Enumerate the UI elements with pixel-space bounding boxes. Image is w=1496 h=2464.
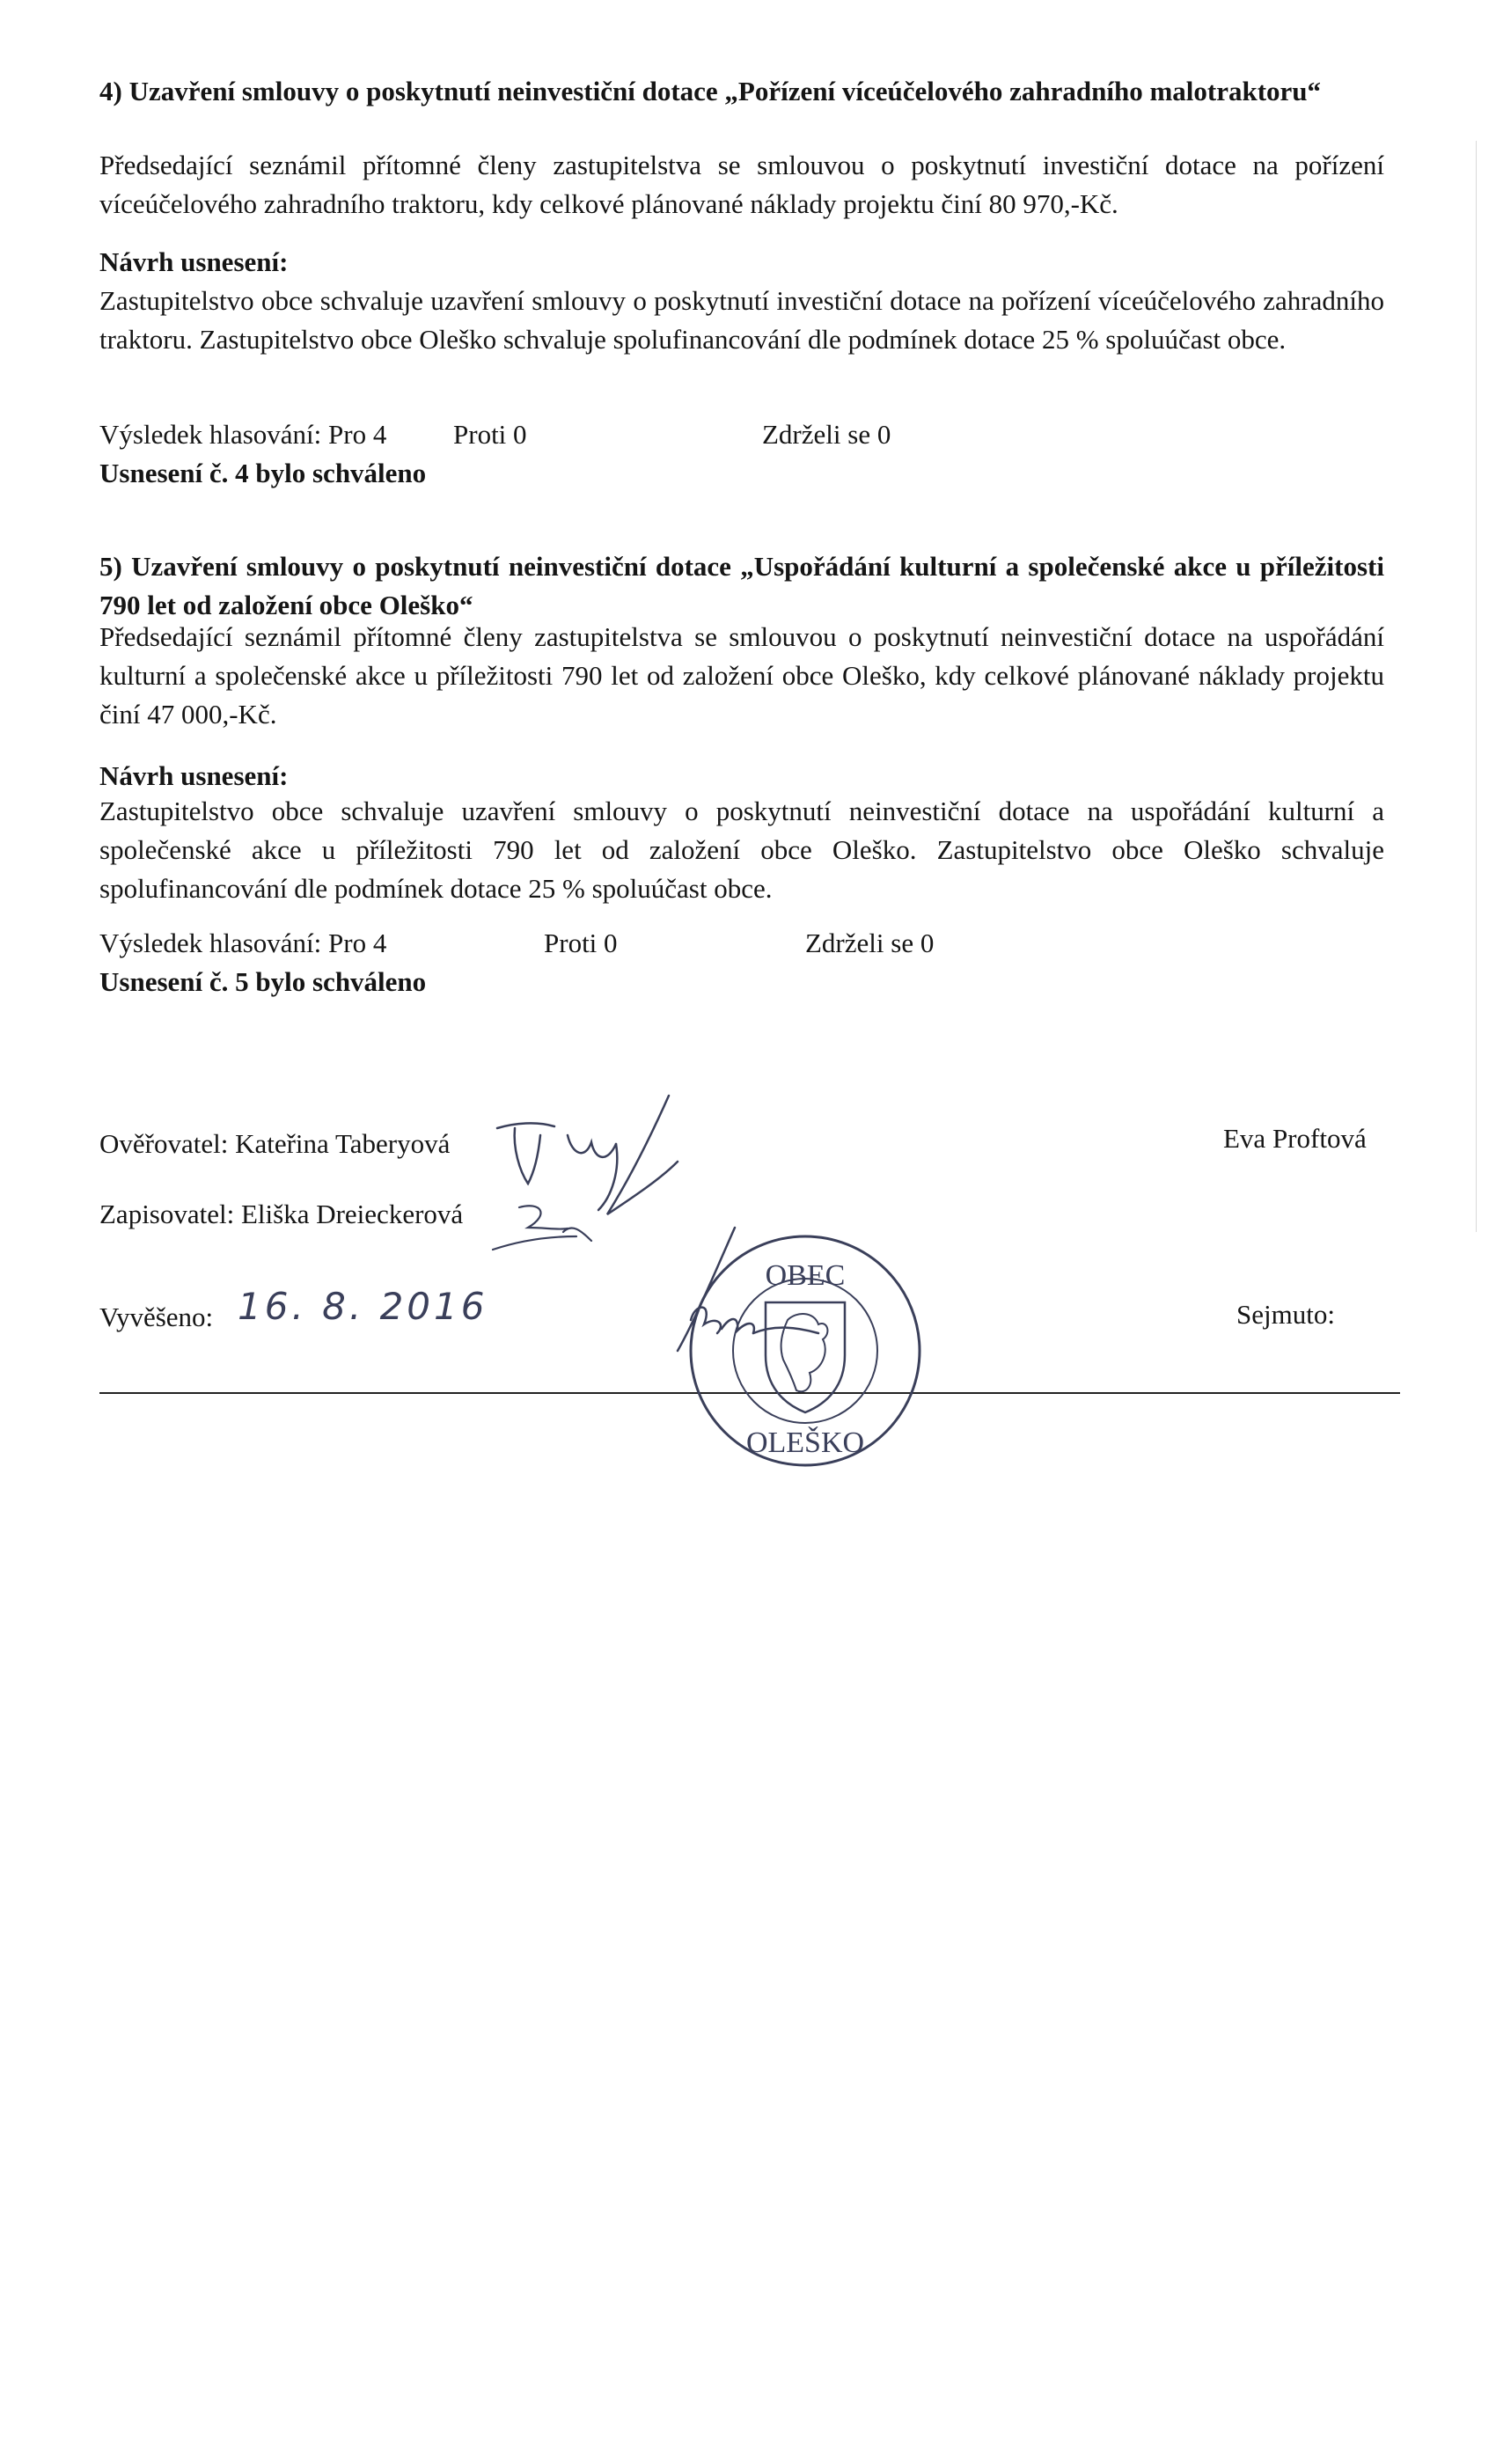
stamp-bottom-text: OLEŠKO [745,1426,865,1459]
section5-vote-against: Proti 0 [544,928,618,958]
removed-label: Sejmuto: [1236,1299,1335,1330]
posted-date-handwritten: 16. 8. 2016 [238,1285,488,1328]
stamp-shield-icon [766,1302,845,1412]
section5-resolution: Usnesení č. 5 bylo schváleno [99,966,427,997]
section4-resolution: Usnesení č. 4 bylo schváleno [99,458,427,488]
section5-proposal-text: Zastupitelstvo obce schvaluje uzavření smlouvy o poskytnutí neinvestiční dotace na uspořádání kulturní a společenské akce u příležitosti 790 let od založení obce Oleško. Zastupitelstvo obce Oleško schvaluje spolufinancování dle podmínek dotace 25 % spoluúčast obce. [99,796,1384,904]
municipal-stamp [691,1236,920,1465]
section4-vote-abstained: Zdrželi se 0 [762,419,891,450]
section4-body: Předsedající seznámil přítomné členy zastupitelstva se smlouvou o poskytnutí investiční dotace na pořízení víceúčelového zahradního traktoru, kdy celkové plánované náklady projektu činí 80 970,-Kč. [99,150,1384,219]
recorder-signature [493,1206,591,1250]
section4-proposal-title: Návrh usnesení: [99,246,289,277]
section4-vote-result: Výsledek hlasování: Pro 4 [99,419,387,450]
verifier-line: Ověřovatel: Kateřina Taberyová [99,1128,451,1159]
section4-proposal-text: Zastupitelstvo obce schvaluje uzavření smlouvy o poskytnutí investiční dotace na pořízení víceúčelového zahradního traktoru. Zastupitelstvo obce Oleško schvaluje spolufinancování dle podmínek dotace 25 % spoluúčast obce. [99,285,1384,355]
stamp-lion-icon [781,1314,828,1391]
recorder-line: Zapisovatel: Eliška Dreieckerová [99,1199,464,1229]
section5-heading: 5) Uzavření smlouvy o poskytnutí neinvestiční dotace „Uspořádání kulturní a společenské akce u příležitosti 790 let od založení obce Oleško“ [99,551,1384,620]
stamp-top-text: OBEC [765,1259,846,1292]
verifier-signature [497,1096,678,1214]
section4-vote-against: Proti 0 [453,419,527,450]
section5-proposal-title: Návrh usnesení: [99,760,289,791]
section5-vote-abstained: Zdrželi se 0 [805,928,935,958]
chair-name: Eva Proftová [1223,1123,1367,1154]
section5-body: Předsedající seznámil přítomné členy zastupitelstva se smlouvou o poskytnutí neinvestiční dotace na uspořádání kulturní a společenské akce u příležitosti 790 let od založení obce Oleško, kdy celkové plánované náklady projektu činí 47 000,-Kč. [99,621,1384,730]
posted-label: Vyvěšeno: [99,1302,214,1332]
section5-vote-result: Výsledek hlasování: Pro 4 [99,928,387,958]
section4-heading: 4) Uzavření smlouvy o poskytnutí neinvestiční dotace „Pořízení víceúčelového zahradního malotraktoru“ [99,76,1322,106]
